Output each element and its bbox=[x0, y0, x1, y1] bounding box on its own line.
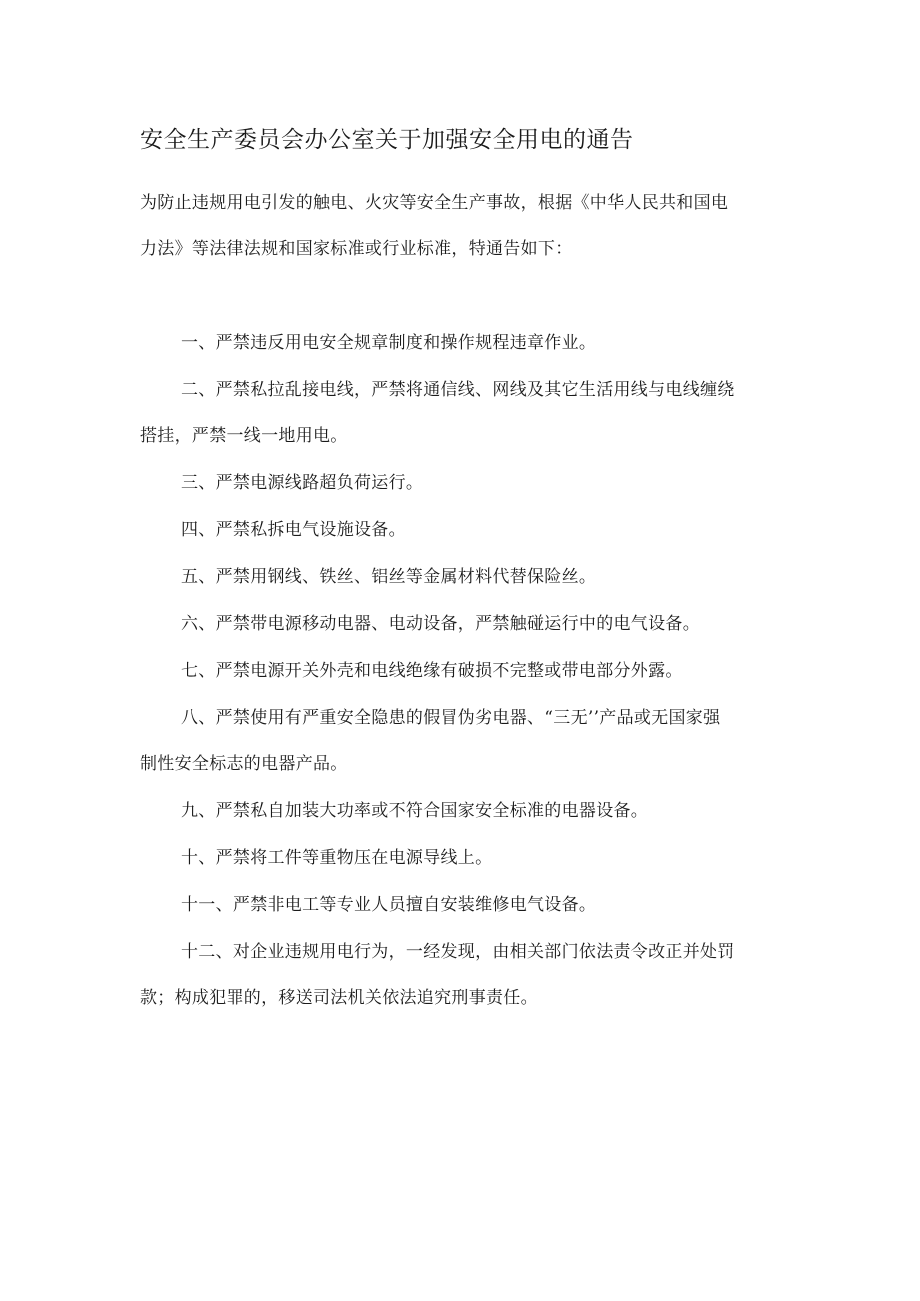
intro-line: 为防止违规用电引发的触电、火灾等安全生产事故，根据《中华人民共和国电 bbox=[140, 193, 729, 213]
notice-item-3 bbox=[140, 460, 785, 506]
notice-item-8 bbox=[140, 695, 785, 787]
item-text: 四、严禁私拆电气设施设备。 bbox=[181, 520, 406, 540]
notice-item-4 bbox=[140, 507, 785, 553]
item-text: 一、严禁违反用电安全规章制度和操作规程违章作业。 bbox=[181, 333, 597, 353]
item-text: 十、严禁将工件等重物压在电源导线上。 bbox=[181, 848, 493, 868]
item-text: 六、严禁带电源移动电器、电动设备，严禁触碰运行中的电气设备。 bbox=[181, 614, 700, 634]
notice-item-2 bbox=[140, 367, 785, 459]
item-text: 九、严禁私自加装大功率或不符合国家安全标准的电器设备。 bbox=[181, 801, 649, 821]
intro-line: 力法》等法律法规和国家标准或行业标准，特通告如下： bbox=[140, 239, 573, 259]
item-text-continued: 款；构成犯罪的，移送司法机关依法追究刑事责任。 bbox=[140, 988, 538, 1008]
notice-item-9 bbox=[140, 788, 785, 834]
notice-item-10 bbox=[140, 835, 785, 881]
notice-item-12 bbox=[140, 929, 785, 1021]
intro-paragraph bbox=[140, 180, 785, 272]
notice-items bbox=[140, 320, 785, 1022]
item-text: 二、严禁私拉乱接电线，严禁将通信线、网线及其它生活用线与电线缠绕 bbox=[181, 380, 735, 400]
notice-item-6 bbox=[140, 601, 785, 647]
item-text: 十一、严禁非电工等专业人员擅自安装维修电气设备。 bbox=[181, 895, 597, 915]
item-text: 五、严禁用钢线、铁丝、铝丝等金属材料代替保险丝。 bbox=[181, 567, 597, 587]
document-title: 安全生产委员会办公室关于加强安全用电的通告 bbox=[140, 127, 634, 153]
item-text-continued: 搭挂，严禁一线一地用电。 bbox=[140, 426, 348, 446]
notice-item-1 bbox=[140, 320, 785, 366]
item-text: 八、严禁使用有严重安全隐患的假冒伪劣电器、“三无’’产品或无国家强 bbox=[181, 708, 721, 728]
notice-item-5 bbox=[140, 554, 785, 600]
notice-item-7 bbox=[140, 648, 785, 694]
item-text: 七、严禁电源开关外壳和电线绝缘有破损不完整或带电部分外露。 bbox=[181, 661, 683, 681]
item-text: 十二、对企业违规用电行为，一经发现，由相关部门依法责令改正并处罚 bbox=[181, 942, 735, 962]
notice-item-11 bbox=[140, 882, 785, 928]
item-text: 三、严禁电源线路超负荷运行。 bbox=[181, 473, 424, 493]
item-text-continued: 制性安全标志的电器产品。 bbox=[140, 754, 348, 774]
